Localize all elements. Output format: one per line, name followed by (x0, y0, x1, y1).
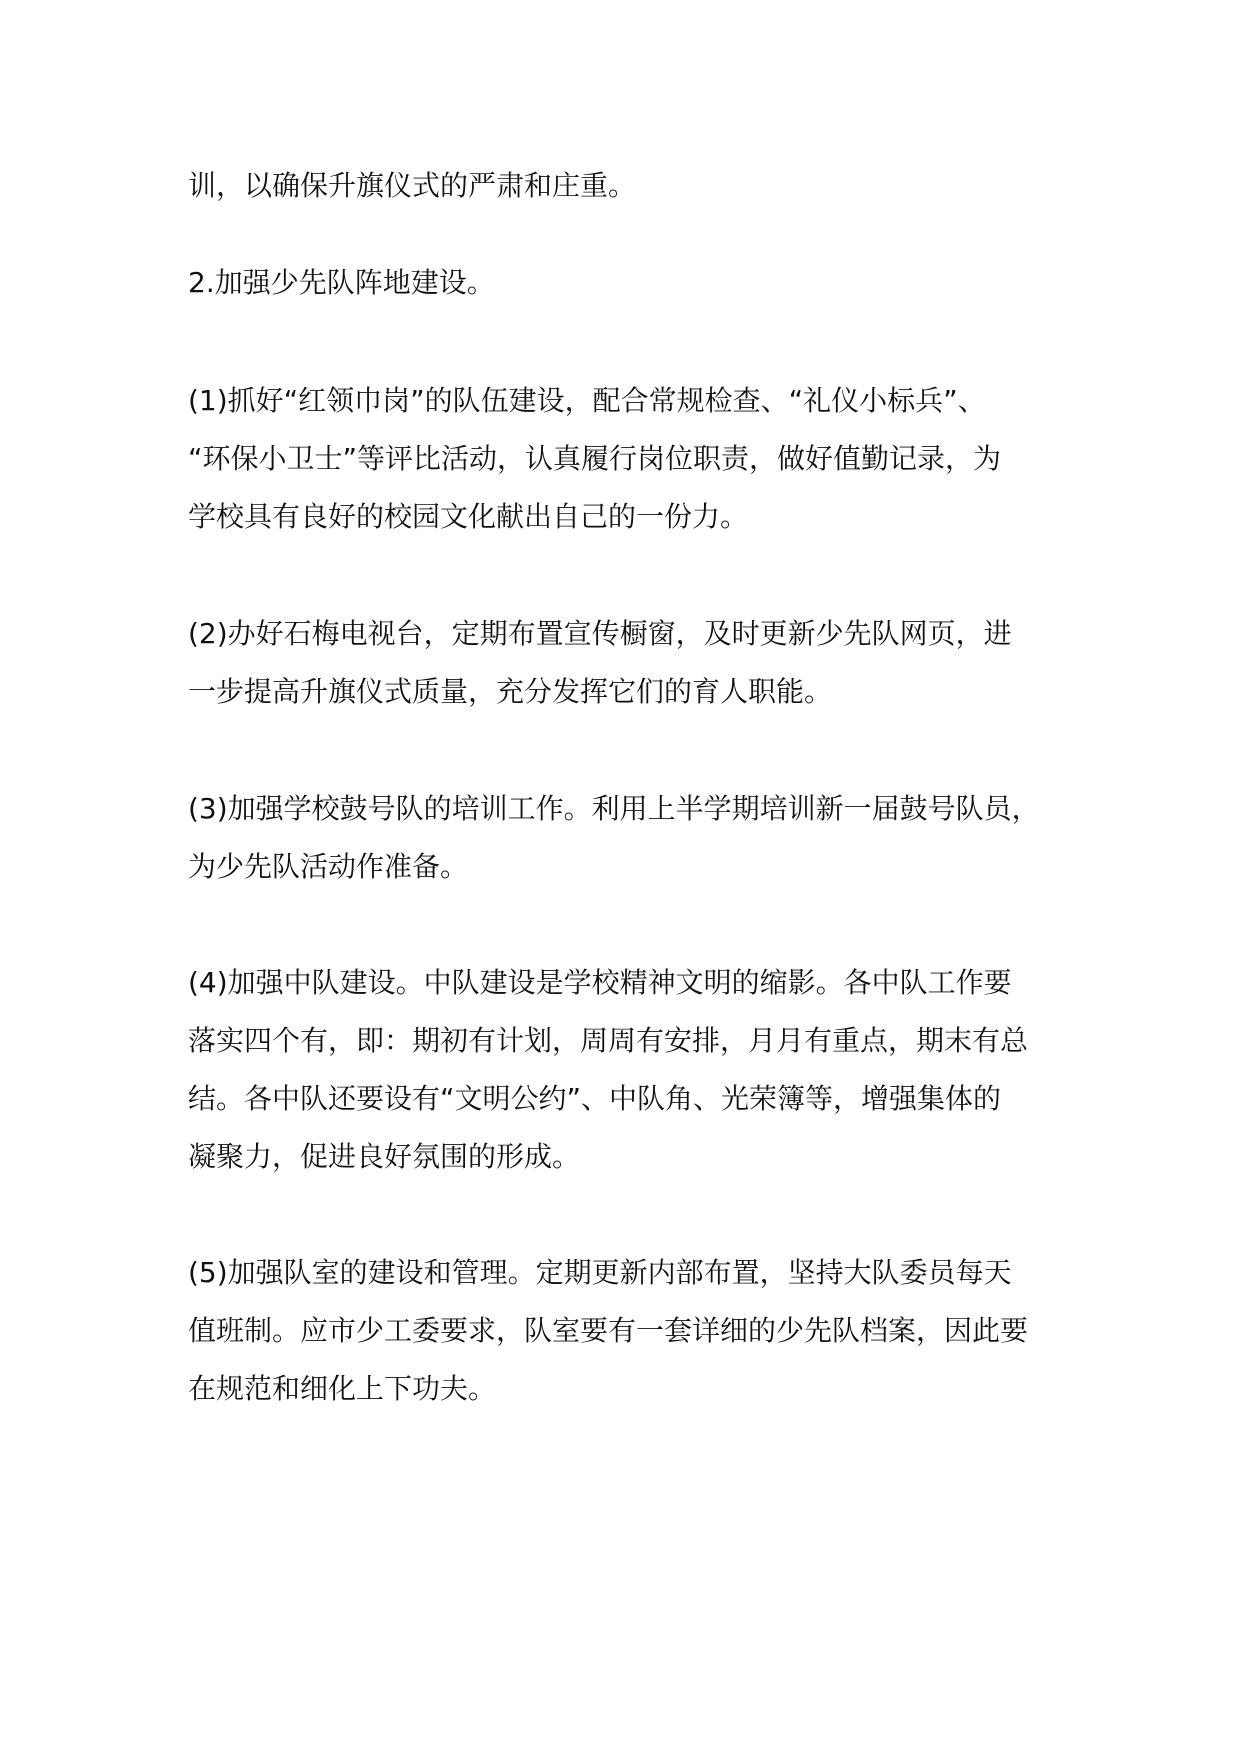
text-line: (5)加强队室的建设和管理。定期更新内部布置，坚持大队委员每天 (188, 1256, 1012, 1289)
text-line: (2)办好石梅电视台，定期布置宣传橱窗，及时更新少先队网页，进 (188, 617, 1012, 650)
section-heading: 2.加强少先队阵地建设。 (188, 266, 495, 299)
text-line: 学校具有良好的校园文化献出自己的一份力。 (188, 500, 749, 533)
text-line: 值班制。应市少工委要求，队室要有一套详细的少先队档案，因此要 (188, 1314, 1029, 1347)
text-line: (1)抓好“红领巾岗”的队伍建设，配合常规检查、“礼仪小标兵”、 (188, 384, 986, 417)
text-line: “环保小卫士”等评比活动，认真履行岗位职责，做好值勤记录，为 (188, 442, 1002, 475)
text-line: 凝聚力，促进良好氛围的形成。 (188, 1140, 581, 1173)
text-line: 为少先队活动作准备。 (188, 850, 469, 883)
text-line: 结。各中队还要设有“文明公约”、中队角、光荣簿等，增强集体的 (188, 1082, 1002, 1115)
text-line: (3)加强学校鼓号队的培训工作。利用上半学期培训新一届鼓号队员， (188, 792, 1040, 825)
text-line: 落实四个有，即：期初有计划，周周有安排，月月有重点，期末有总 (188, 1024, 1029, 1057)
text-line: 在规范和细化上下功夫。 (188, 1372, 497, 1405)
text-line: 训，以确保升旗仪式的严肃和庄重。 (188, 169, 637, 202)
text-line: (4)加强中队建设。中队建设是学校精神文明的缩影。各中队工作要 (188, 966, 1012, 999)
text-line: 一步提高升旗仪式质量，充分发挥它们的育人职能。 (188, 675, 833, 708)
